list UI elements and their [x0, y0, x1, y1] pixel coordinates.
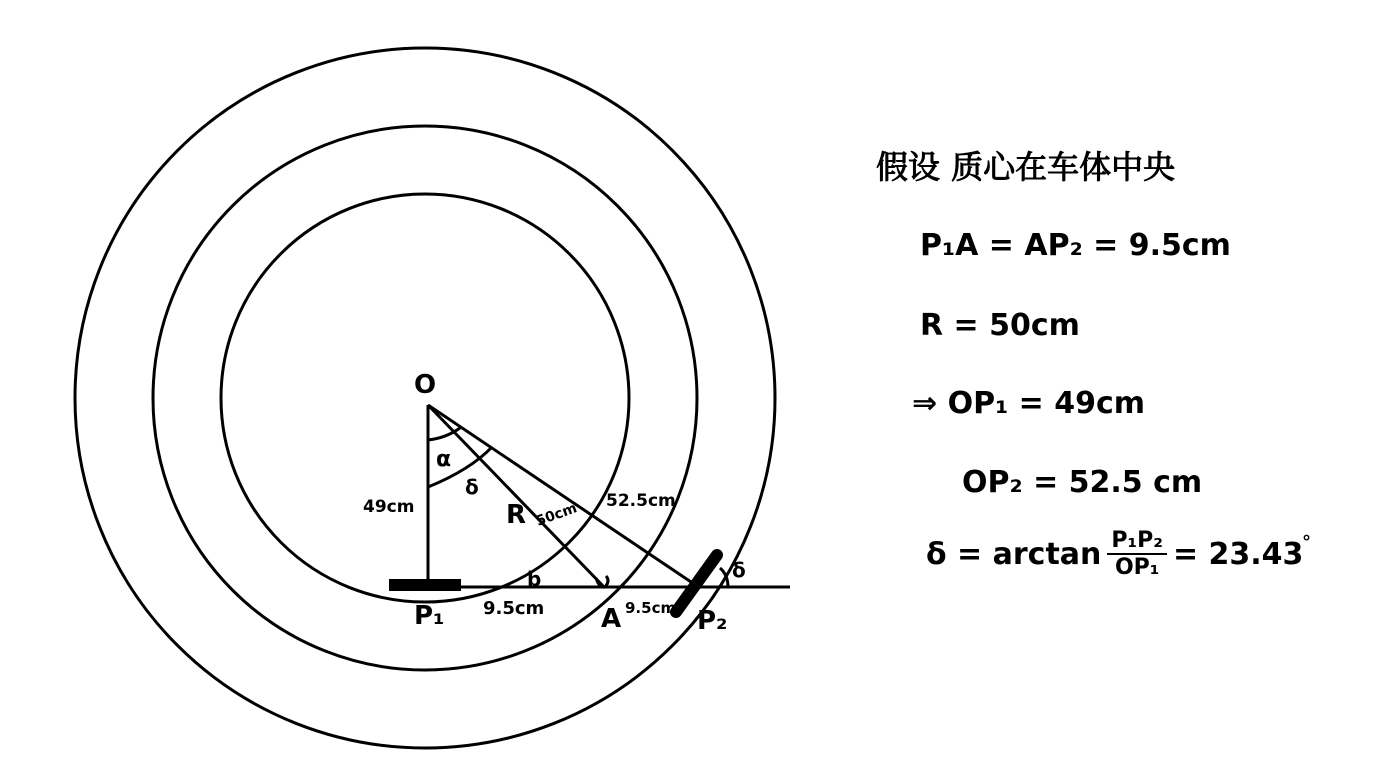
formula-fraction [1107, 528, 1167, 580]
segment-bar-p1 [389, 579, 461, 591]
segment-bar-p2 [676, 555, 717, 612]
b-label: b [527, 567, 542, 591]
right-angle-mark-A [596, 576, 608, 587]
op1-length-label: 49cm [363, 497, 415, 517]
delta-outer-label: δ [732, 558, 746, 582]
op2-length-label: 52.5cm [606, 491, 676, 511]
R-value-label: 50cm [533, 500, 580, 530]
note-line-p1a-ap2: P₁A = AP₂ = 9.5cm [920, 228, 1231, 263]
formula-numerator: P₁P₂ [1107, 528, 1167, 555]
delta-inner-label: δ [465, 475, 479, 499]
degree-symbol: ° [1302, 532, 1311, 553]
formula-denominator: OP₁ [1114, 555, 1160, 580]
alpha-label: α [436, 447, 452, 472]
note-line-op1: ⇒ OP₁ = 49cm [912, 386, 1146, 421]
note-line-delta-formula [926, 528, 1303, 580]
formula-result: = 23.43 [1172, 536, 1304, 572]
p2-label: P₂ [697, 606, 728, 636]
a-label: A [601, 604, 622, 634]
center-label-O: O [414, 370, 437, 400]
p1a-length-label: 9.5cm [483, 598, 545, 619]
formula-prefix: δ = arctan [926, 536, 1102, 572]
assumption-note: 假设 质心在车体中央 [876, 148, 1176, 186]
note-line-op2: OP₂ = 52.5 cm [962, 465, 1203, 500]
p1-label: P₁ [414, 601, 445, 631]
ap2-length-label: 9.5cm [625, 599, 677, 617]
note-line-radius: R = 50cm [920, 308, 1080, 343]
R-label: R [506, 500, 527, 530]
